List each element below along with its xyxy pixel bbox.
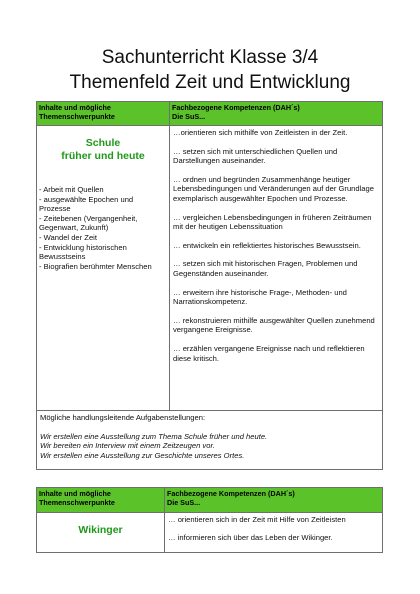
header-contents	[37, 488, 165, 513]
competency-table-school	[36, 101, 383, 470]
competency-item: … rekonstruieren mithilfe ausgewählter Quellen zunehmend vergangene Ereignisse.	[173, 315, 375, 335]
contents-line: - Wandel der Zeit	[39, 232, 97, 242]
tasks-lead: Mögliche handlungsleitende Aufgabenstellungen:	[40, 413, 206, 422]
contents-cell	[37, 126, 170, 411]
header-competencies-line1: Fachbezogene Kompetenzen (DAH´s)	[167, 489, 295, 498]
topic-title-line2: früher und heute	[61, 150, 145, 162]
contents-line: - Biografien berühmter Menschen	[39, 261, 152, 271]
header-competencies	[170, 102, 383, 126]
contents-line: - Zeitebenen (Vergangenheit,	[39, 213, 138, 223]
header-competencies	[165, 488, 383, 513]
header-contents-line1: Inhalte und mögliche	[39, 103, 111, 112]
contents-line: - Entwicklung historischen	[39, 242, 127, 252]
contents-line: - ausgewählte Epochen und	[39, 194, 134, 204]
contents-line: Bewusstseins	[39, 252, 86, 262]
header-competencies-line2: Die SuS...	[172, 112, 206, 121]
header-contents-line1: Inhalte und mögliche	[39, 489, 111, 498]
header-contents-line2: Themenschwerpunkte	[39, 498, 115, 507]
header-competencies-line1: Fachbezogene Kompetenzen (DAH´s)	[172, 103, 300, 112]
contents-line: - Arbeit mit Quellen	[39, 185, 104, 194]
task-item: Wir erstellen eine Ausstellung zur Geschichte unseres Ortes.	[40, 450, 245, 460]
competency-table-vikings	[36, 487, 383, 553]
competency-item: … setzen sich mit historischen Fragen, Problemen und Gegenständen auseinander.	[173, 259, 358, 278]
competency-item: … erweitern ihre historische Frage-, Methoden- und Narrationskompetenz.	[173, 287, 347, 307]
contents-line: Gegenwart, Zukunft)	[39, 223, 109, 233]
topic-title	[37, 137, 169, 163]
page-subtitle: Themenfeld Zeit und Entwicklung	[69, 72, 351, 93]
contents-line: Prozesse	[39, 204, 71, 214]
header-contents	[37, 102, 170, 126]
topic-title-line1: Schule	[85, 137, 121, 149]
competency-item: … setzen sich mit unterschiedlichen Quellen und Darstellungen auseinander.	[173, 146, 338, 166]
competencies-cell	[165, 513, 383, 553]
competency-item: … entwickeln ein reflektiertes historisches Bewusstsein.	[173, 240, 361, 250]
competencies-cell	[170, 126, 383, 411]
header-contents-line2: Themenschwerpunkte	[39, 112, 115, 121]
competency-item: …orientieren sich mithilfe von Zeitleisten in der Zeit.	[173, 128, 348, 137]
tasks-cell	[37, 411, 383, 470]
task-item: Wir bereiten ein Interview mit einem Zeitzeugen vor.	[40, 441, 215, 451]
competencies-list	[170, 126, 382, 374]
competencies-list	[165, 513, 382, 552]
competency-item: … informieren sich über das Leben der Wikinger.	[168, 532, 333, 542]
page-title: Sachunterricht Klasse 3/4	[101, 47, 319, 68]
competency-item: … erzählen vergangene Ereignisse nach und reflektieren diese kritisch.	[173, 343, 365, 363]
task-item: Wir erstellen eine Ausstellung zum Thema Schule früher und heute.	[40, 431, 268, 441]
contents-cell	[37, 513, 165, 553]
competency-item: … ordnen und begründen Zusammenhänge heutiger Lebensbedingungen und Veränderungen auf der Grundlage exemplarisch ausgewählter Epochen und Prozesse.	[173, 174, 374, 203]
topic-title: Wikinger	[78, 524, 123, 536]
header-competencies-line2: Die SuS...	[167, 498, 201, 507]
competency-item: … vergleichen Lebensbedingungen in früheren Zeiträumen mit der heutigen Lebenssituation	[173, 212, 372, 232]
contents-list	[37, 185, 169, 271]
competency-item: … orientieren sich in der Zeit mit Hilfe von Zeitleisten	[168, 515, 346, 524]
